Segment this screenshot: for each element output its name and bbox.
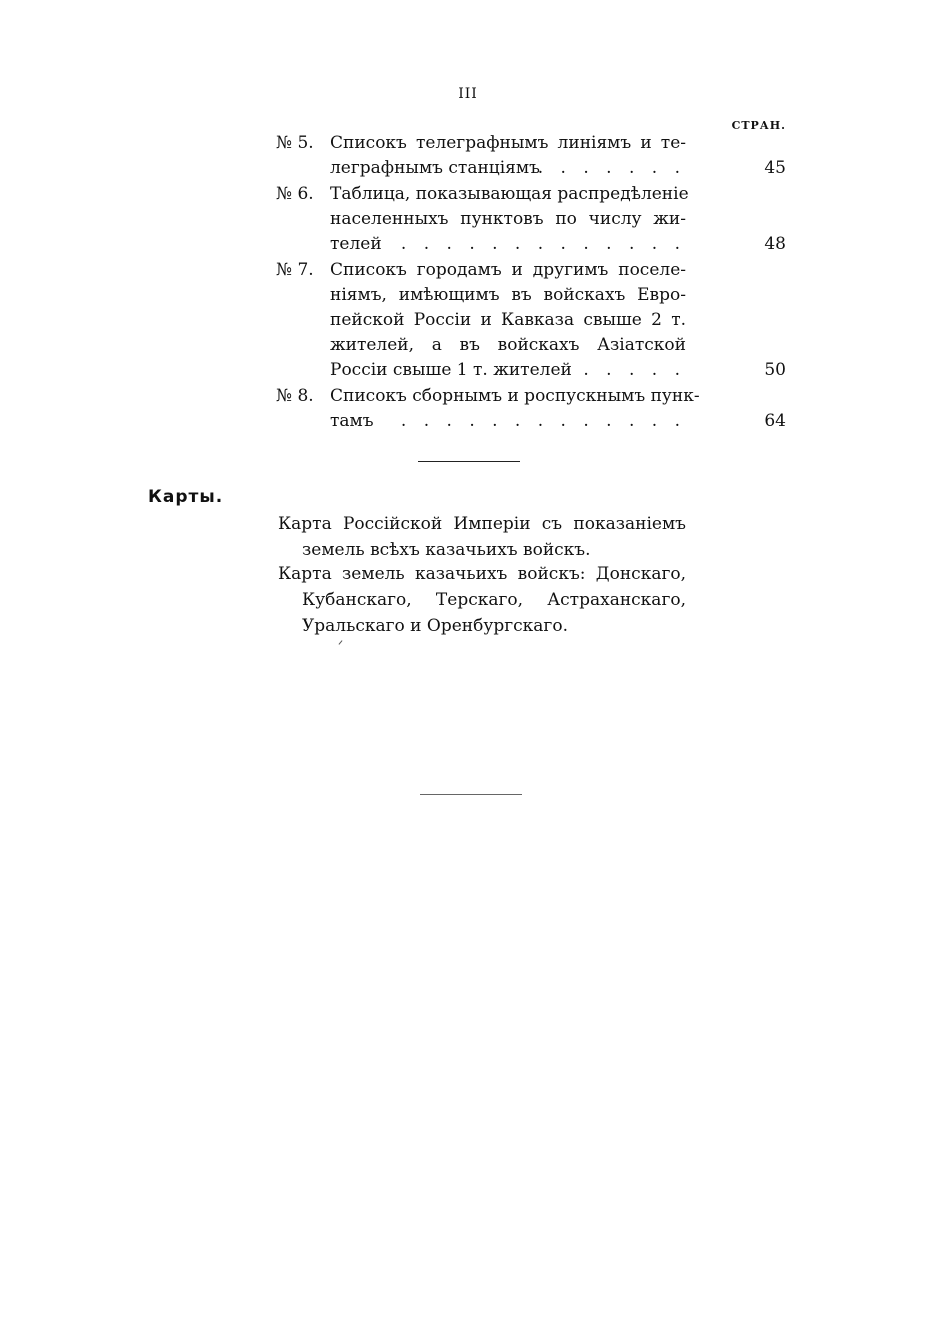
entry-text-line: телей xyxy=(330,234,382,254)
entry-text-line: Списокъ телеграфнымъ линіямъ и те- xyxy=(330,133,686,153)
closing-divider xyxy=(420,794,522,795)
map-text-line: земель всѣхъ казачьихъ войскъ. xyxy=(302,540,591,560)
entry-text-line: Таблица, показывающая распредѣленіе xyxy=(330,184,689,204)
entry-text-line: Списокъ сборнымъ и роспускнымъ пунк- xyxy=(330,386,700,406)
map-text-line: Карта земель казачьихъ войскъ: Донскаго, xyxy=(278,564,686,584)
entry-text-line: пейской Россіи и Кавказа свыше 2 т. xyxy=(330,310,686,330)
leader-dots: . . . . . . . . . . . . . xyxy=(400,411,686,431)
leader-dots: . . . . . xyxy=(583,360,686,380)
entry-text-line: населенныхъ пунктовъ по числу жи- xyxy=(330,209,686,229)
toc-entry-6 xyxy=(276,182,786,257)
leader-dots: . . . . . . . . . . . . . xyxy=(400,234,686,254)
section-divider xyxy=(418,461,520,462)
toc-entry-5 xyxy=(276,131,786,181)
map-item-2 xyxy=(278,561,688,639)
ink-mark xyxy=(339,640,343,644)
toc-entry-7 xyxy=(276,258,786,383)
entry-text-line: ніямъ, имѣющимъ въ войскахъ Евро- xyxy=(330,285,686,305)
entry-number: № 8. xyxy=(276,386,314,406)
entry-page-number: 45 xyxy=(764,158,786,178)
entry-number: № 5. xyxy=(276,133,314,153)
toc-entry-8 xyxy=(276,384,786,434)
map-text-line: Уральскаго и Оренбургскаго. xyxy=(302,616,568,636)
entry-text-line: тамъ xyxy=(330,411,374,431)
entry-number: № 6. xyxy=(276,184,314,204)
entry-page-number: 50 xyxy=(764,360,786,380)
map-item-1 xyxy=(278,511,688,563)
entry-page-number: 64 xyxy=(764,411,786,431)
entry-text-line: Списокъ городамъ и другимъ поселе- xyxy=(330,260,686,280)
entry-text-line: леграфнымъ станціямъ xyxy=(330,158,540,178)
entry-text-line: жителей, а въ войскахъ Азіатской xyxy=(330,335,686,355)
leader-dots: . . . . . . . xyxy=(537,158,686,178)
entry-number: № 7. xyxy=(276,260,314,280)
entry-text-line: Россіи свыше 1 т. жителей xyxy=(330,360,572,380)
map-text-line: Кубанскаго, Терскаго, Астраханскаго, xyxy=(302,590,686,610)
page-number: III xyxy=(458,86,478,102)
page-column-header: СТРАН. xyxy=(731,119,786,132)
map-text-line: Карта Россійской Имперіи съ показаніемъ xyxy=(278,514,686,534)
maps-heading: Карты. xyxy=(148,487,224,507)
entry-page-number: 48 xyxy=(764,234,786,254)
